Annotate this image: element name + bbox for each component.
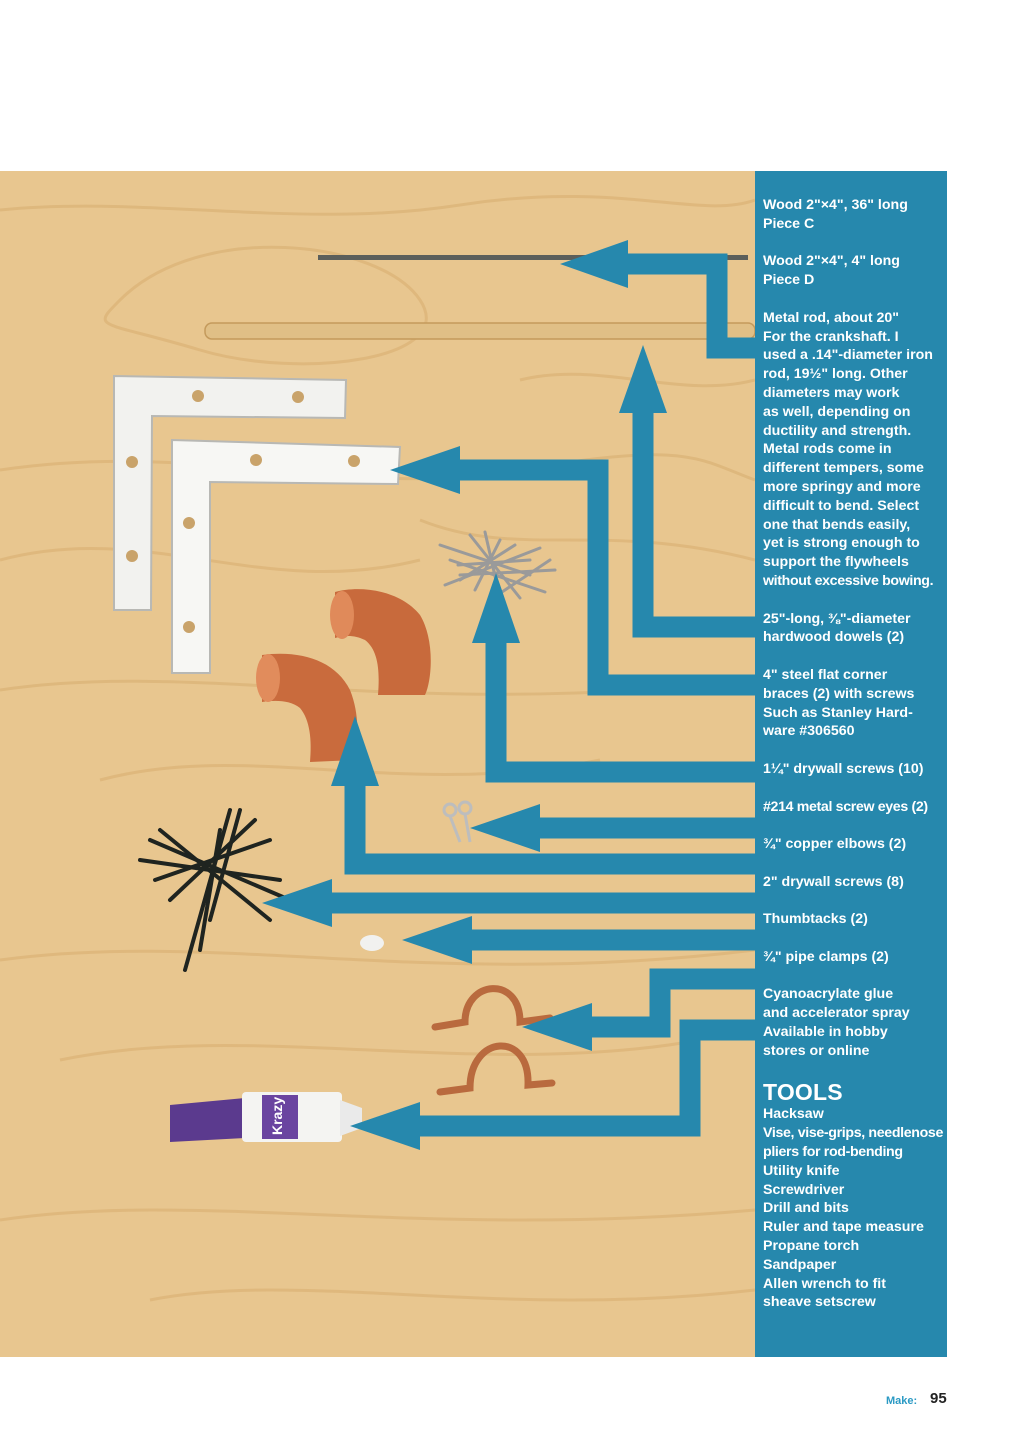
tool-item: Screwdriver	[763, 1181, 845, 1198]
material-item	[763, 873, 941, 892]
tools-heading: TOOLS	[763, 1079, 843, 1106]
tool-item: Utility knife	[763, 1162, 840, 1179]
screw-eyes	[444, 802, 471, 842]
drywall-screws-large	[140, 810, 290, 970]
material-line: Metal rods come in	[763, 441, 892, 458]
copper-elbows	[256, 589, 431, 762]
glue-tube	[170, 1092, 362, 1142]
material-item	[763, 948, 941, 967]
material-line: Thumbtacks (2)	[763, 911, 868, 928]
tool-item: Sandpaper	[763, 1256, 837, 1273]
material-line: Metal rod, about 20"	[763, 309, 900, 326]
material-item	[763, 835, 941, 854]
material-line: diameters may work	[763, 384, 900, 401]
material-item	[763, 196, 941, 234]
tool-item: Allen wrench to fit	[763, 1275, 886, 1292]
footer-brand: Make:	[886, 1395, 918, 1407]
material-line: yet is strong enough to	[763, 535, 920, 552]
material-line: Cyanoacrylate glue	[763, 986, 894, 1003]
material-line: braces (2) with screws	[763, 685, 915, 702]
material-line: more springy and more	[763, 478, 921, 495]
material-item	[763, 309, 941, 591]
material-item	[763, 252, 941, 290]
material-line: 1¼" drywall screws (10)	[763, 760, 924, 777]
material-item	[763, 760, 941, 779]
tool-item: Vise, vise-grips, needlenose	[763, 1125, 943, 1142]
material-line: Wood 2"×4", 4" long	[763, 253, 900, 270]
material-line: Available in hobby	[763, 1024, 888, 1041]
wood-grain	[0, 196, 755, 1300]
tool-item: sheave setscrew	[763, 1294, 876, 1311]
material-line: ¾" pipe clamps (2)	[763, 948, 889, 965]
tool-item: Drill and bits	[763, 1200, 849, 1217]
material-item	[763, 985, 941, 1060]
material-item	[763, 610, 941, 648]
material-line: without excessive bowing.	[763, 572, 934, 589]
material-line: ductility and strength.	[763, 422, 912, 439]
drywall-screws-small	[440, 532, 555, 600]
hardwood-dowel	[205, 323, 755, 339]
material-line: rod, 19½" long. Other	[763, 366, 908, 383]
tools-list	[763, 1105, 941, 1312]
material-line: as well, depending on	[763, 403, 911, 420]
tool-item: Propane torch	[763, 1238, 860, 1255]
material-item	[763, 798, 941, 817]
material-line: Wood 2"×4", 36" long	[763, 197, 908, 213]
material-line: 2" drywall screws (8)	[763, 873, 904, 890]
material-line: ¾" copper elbows (2)	[763, 836, 907, 853]
tool-item: Ruler and tape measure	[763, 1219, 924, 1236]
materials-panel	[755, 171, 947, 1357]
glue-label: Krazy	[269, 1096, 285, 1135]
page-number: 95	[930, 1390, 947, 1407]
tool-item: pliers for rod-bending	[763, 1144, 903, 1161]
material-item	[763, 910, 941, 929]
material-line: used a .14"-diameter iron	[763, 347, 933, 364]
material-line: hardwood dowels (2)	[763, 629, 905, 646]
material-line: Piece C	[763, 215, 815, 232]
material-line: stores or online	[763, 1042, 870, 1059]
parts-photo	[0, 171, 755, 1357]
material-line: 25"-long, ⅜"-diameter	[763, 610, 911, 627]
material-line: one that bends easily,	[763, 516, 911, 533]
tool-item: Hacksaw	[763, 1106, 824, 1123]
material-line: Piece D	[763, 272, 815, 289]
material-line: and accelerator spray	[763, 1005, 910, 1022]
material-line: difficult to bend. Select	[763, 497, 920, 514]
material-line: 4" steel flat corner	[763, 666, 888, 683]
metal-rod	[318, 255, 748, 260]
material-line: For the crankshaft. I	[763, 328, 899, 345]
material-line: ware #306560	[763, 723, 855, 740]
thumbtacks	[360, 935, 384, 951]
material-line: support the flywheels	[763, 554, 909, 571]
pipe-clamps	[435, 989, 552, 1092]
material-line: Such as Stanley Hard-	[763, 704, 913, 721]
material-line: #214 metal screw eyes (2)	[763, 798, 928, 815]
material-line: different tempers, some	[763, 460, 924, 477]
material-item	[763, 666, 941, 741]
